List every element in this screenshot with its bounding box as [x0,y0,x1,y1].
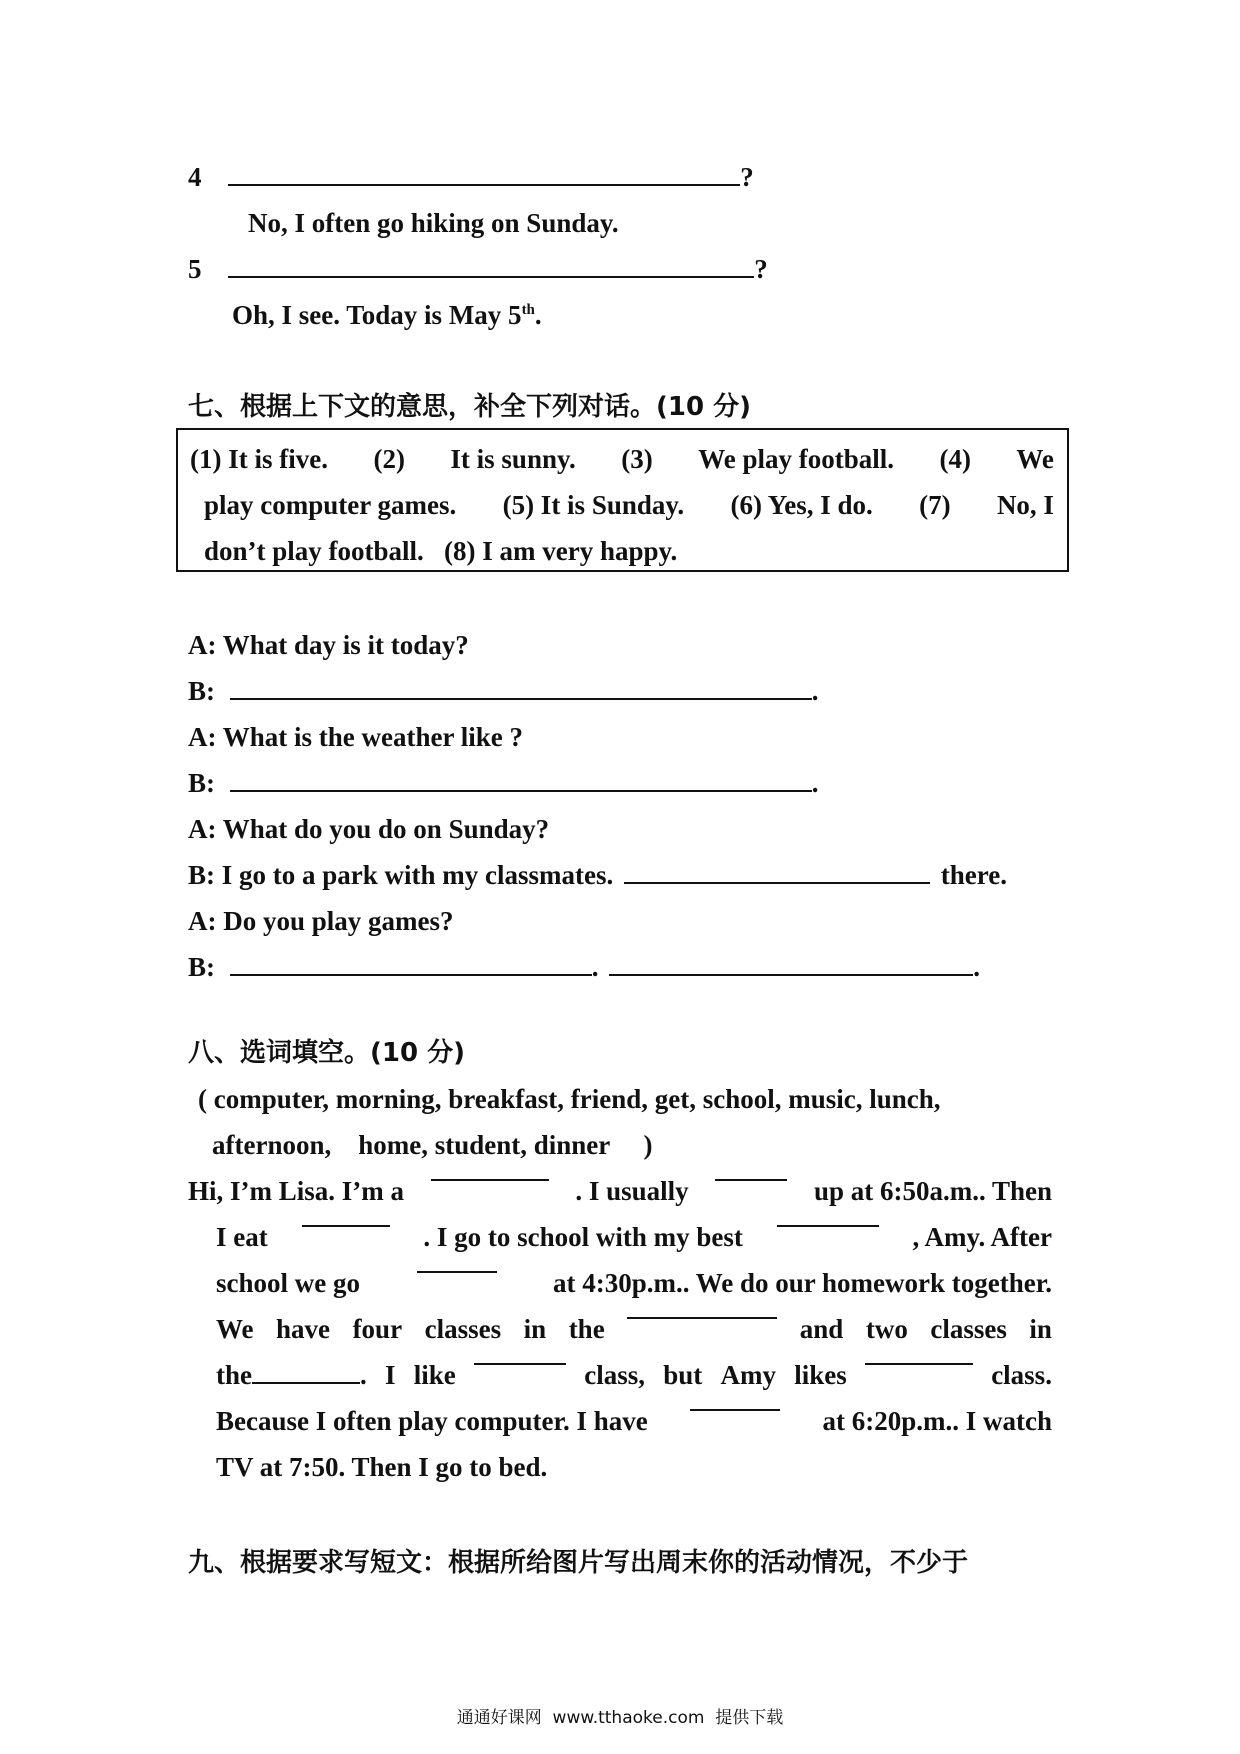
answer-blank[interactable] [230,973,592,976]
question-mark: ? [754,254,768,284]
speaker-label: B: [188,676,215,706]
answer-blank[interactable] [431,1178,549,1181]
section-7-heading: 七、根据上下文的意思，补全下列对话。(10 分) [188,392,751,422]
dialogue-a4: A: Do you play games? [188,906,454,936]
section-9-heading: 九、根据要求写短文：根据所给图片写出周末你的活动情况，不少于 [188,1548,969,1578]
answer-blank[interactable] [252,1381,360,1384]
answer-blank[interactable] [230,789,812,792]
page-footer: 通通好课网 www.tthaoke.com 提供下载 [456,1708,784,1728]
answer-blank[interactable] [228,183,740,186]
answer-text: Oh, I see. Today is May 5 [232,300,522,330]
answer-blank[interactable] [609,973,973,976]
option-text: (5) It is Sunday. [502,490,685,520]
word-bank-line-2: afternoon, home, student, dinner ) [212,1130,653,1160]
option-text: (1) It is five. [190,444,328,474]
passage-text: . I go to school with my best [423,1222,743,1252]
answer-blank[interactable] [627,1316,777,1319]
passage-line-3 [216,1270,1052,1297]
passage-text: two [865,1314,908,1344]
answer-blank[interactable] [230,697,812,700]
options-line-1 [190,446,1054,473]
period: . [360,1360,367,1390]
passage-text: in [523,1314,547,1344]
answer-blank[interactable] [777,1224,879,1227]
answer-blank[interactable] [302,1224,390,1227]
passage-text: Amy [720,1360,776,1390]
passage-text: likes [794,1360,847,1390]
passage-text: Because I often play computer. I have [216,1406,648,1436]
passage-text: up at 6:50a.m.. Then [813,1176,1052,1206]
answer-blank[interactable] [624,881,930,884]
passage-text: . I usually [575,1176,689,1206]
passage-text: class, [584,1360,645,1390]
period: . [591,952,599,982]
passage-line-2 [216,1224,1052,1251]
passage-line-6 [216,1408,1052,1435]
dialogue-text: there. [940,860,1007,890]
option-text: (4) [939,444,971,474]
passage-text: Hi, I’m Lisa. I’m a [188,1176,404,1206]
passage-text: classes [424,1314,502,1344]
passage-text: class. [991,1360,1052,1390]
option-text: play computer games. [204,490,457,520]
dialogue-b1 [188,678,819,705]
period: . [811,676,819,706]
passage-word: the [216,1360,252,1390]
passage-text: classes [930,1314,1007,1344]
answer-period: . [534,300,542,330]
dialogue-b3 [188,862,1007,889]
dialogue-b2 [188,770,819,797]
option-text: We play football. [698,444,894,474]
option-text: We [1016,444,1054,474]
passage-text: We [216,1314,254,1344]
option-text: No, I [996,490,1054,520]
answer-5 [232,302,542,329]
option-text: It is sunny. [450,444,576,474]
dialogue-b4 [188,954,980,981]
dialogue-a3: A: What do you do on Sunday? [188,814,550,844]
answer-blank[interactable] [474,1362,566,1365]
question-mark: ? [740,162,754,192]
passage-text: at 6:20p.m.. I watch [822,1406,1052,1436]
passage-text: four [352,1314,403,1344]
passage-line-7: TV at 7:50. Then I go to bed. [216,1452,548,1482]
word-bank-line-1: ( computer, morning, breakfast, friend, get, school, music, lunch, [198,1084,941,1114]
question-5 [188,256,768,283]
option-text: (6) Yes, I do. [730,490,873,520]
passage-text: I [384,1360,396,1390]
passage-text: but [663,1360,703,1390]
answer-blank[interactable] [865,1362,973,1365]
question-4 [188,164,754,191]
section-8-heading: 八、选词填空。(10 分) [188,1038,465,1068]
passage-text: have [276,1314,331,1344]
option-text: (3) [621,444,653,474]
option-text: (7) [919,490,951,520]
options-line-3: don’t play football. (8) I am very happy. [204,536,678,566]
speaker-label: B: [188,768,215,798]
answer-blank[interactable] [228,275,754,278]
dialogue-a1: A: What day is it today? [188,630,469,660]
answer-blank[interactable] [690,1408,780,1411]
question-number: 5 [188,254,202,284]
passage-line-4 [216,1316,1052,1343]
answer-4: No, I often go hiking on Sunday. [248,208,619,238]
passage-text: , Amy. After [912,1222,1052,1252]
period: . [811,768,819,798]
speaker-label: B: [188,952,215,982]
passage-text: school we go [216,1268,360,1298]
passage-text: I eat [216,1222,268,1252]
passage-text: at 4:30p.m.. We do our homework together. [553,1268,1052,1298]
passage-text: the [568,1314,605,1344]
options-box [176,428,1069,572]
option-text: (2) [373,444,405,474]
answer-blank[interactable] [715,1178,787,1181]
question-number: 4 [188,162,202,192]
passage-line-5 [216,1362,1052,1389]
passage-text: in [1029,1314,1052,1344]
answer-blank[interactable] [417,1270,497,1273]
options-line-2 [204,492,1054,519]
passage-text: and [799,1314,844,1344]
period: . [973,952,980,982]
dialogue-a2: A: What is the weather like ? [188,722,523,752]
dialogue-text: B: I go to a park with my classmates. [188,860,614,890]
ordinal-suffix: th [521,302,535,318]
passage-text [216,1362,367,1389]
passage-text: like [413,1360,456,1390]
passage-line-1 [188,1178,1052,1205]
